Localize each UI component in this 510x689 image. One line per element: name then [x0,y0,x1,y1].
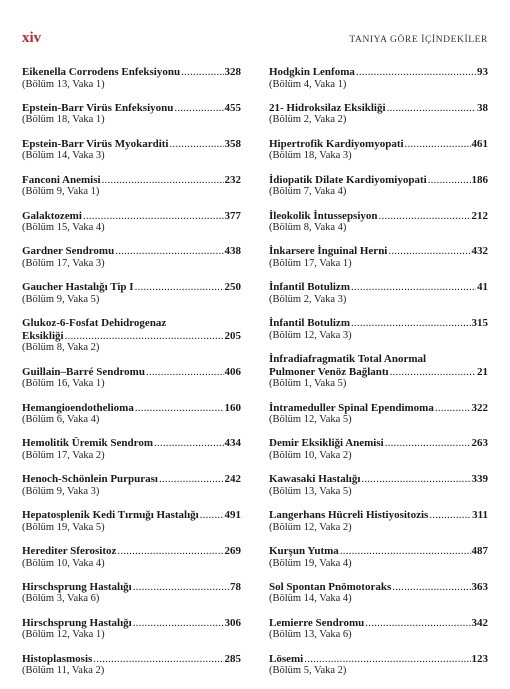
toc-entry-title: Kawasaki Hastalığı [269,473,361,486]
toc-entry-title: Hemangioendothelioma [22,401,134,414]
toc-columns [22,66,488,689]
toc-entry-title: Herediter Sferositoz [22,545,117,558]
toc-entry-reference: (Bölüm 4, Vaka 1) [269,78,347,90]
toc-entry [269,437,488,462]
dot-leader [154,437,224,450]
toc-entry-page: 269 [224,545,241,558]
toc-entry-reference: (Bölüm 1, Vaka 5) [269,378,347,390]
dot-leader [428,174,471,187]
toc-entry [22,617,241,642]
toc-entry-title: Fanconi Anemisi [22,173,101,186]
dot-leader [379,210,471,223]
toc-entry [22,281,241,306]
dot-leader [135,402,224,415]
toc-entry-title-row [22,174,241,187]
toc-entry-title: Lösemi [269,652,304,665]
toc-entry-reference: (Bölüm 17, Vaka 3) [22,257,105,269]
dot-leader [388,245,470,258]
toc-entry-title-row [22,138,241,151]
toc-entry-page: 306 [224,616,241,629]
toc-entry-page: 263 [471,437,488,450]
toc-entry-title: 21- Hidroksilaz Eksikliği [269,101,386,114]
toc-entry-title: Demir Eksikliği Anemisi [269,437,384,450]
toc-entry-title: İntrameduller Spinal Ependimoma [269,401,434,414]
toc-entry [22,138,241,163]
toc-entry-reference: (Bölüm 16, Vaka 1) [22,378,105,390]
toc-entry-title-row [269,102,488,115]
toc-entry [22,581,241,606]
toc-entry-reference: (Bölüm 17, Vaka 1) [269,257,352,269]
toc-entry-title-row [269,437,488,450]
dot-leader [133,617,224,630]
toc-entry-reference: (Bölüm 17, Vaka 2) [22,449,105,461]
toc-entry-page: 363 [471,580,488,593]
toc-entry-title-row [269,174,488,187]
toc-entry-page: 311 [472,509,488,522]
toc-entry-page: 123 [471,652,488,665]
toc-entry-title-row [22,210,241,223]
dot-leader [200,509,224,522]
dot-leader [304,653,470,666]
toc-entry-page: 250 [224,281,241,294]
dot-leader [351,281,476,294]
toc-entry-page: 377 [224,209,241,222]
toc-entry-title-row [22,545,241,558]
toc-entry-title: Gaucher Hastalığı Tip I [22,281,134,294]
toc-entry [22,174,241,199]
toc-entry-page: 339 [471,473,488,486]
toc-entry-title-row [269,317,488,330]
toc-entry-reference: (Bölüm 18, Vaka 3) [269,150,352,162]
toc-entry-page: 38 [477,101,488,114]
toc-right-column [269,66,488,689]
dot-leader [361,473,470,486]
toc-entry-page: 242 [224,473,241,486]
toc-entry-reference: (Bölüm 11, Vaka 2) [22,665,105,677]
toc-entry-page: 232 [224,173,241,186]
toc-entry-title: Henoch-Schönlein Purpurası [22,473,158,486]
toc-entry-page: 41 [477,281,488,294]
toc-entry-page: 487 [471,545,488,558]
page-number: xiv [22,30,42,46]
toc-entry-title-line1: Glukoz-6-Fosfat Dehidrogenaz [22,317,167,330]
toc-entry-page: 160 [224,401,241,414]
toc-entry-reference: (Bölüm 2, Vaka 3) [269,293,347,305]
toc-entry-title: Epstein-Barr Virüs Enfeksiyonu [22,101,174,114]
dot-leader [405,138,471,151]
toc-entry [269,509,488,534]
toc-entry [22,653,241,678]
toc-entry-title: Guillain–Barré Sendromu [22,365,145,378]
toc-entry-title-row [22,581,241,594]
dot-leader [65,330,224,343]
toc-entry [269,317,488,342]
toc-entry-page: 455 [224,101,241,114]
toc-entry-title-row [22,366,241,379]
toc-entry-title: Sol Spontan Pnömotoraks [269,580,392,593]
toc-entry [22,509,241,534]
dot-leader [435,402,471,415]
dot-leader [392,581,470,594]
toc-entry-title: İnfantil Botulizm [269,317,350,330]
dot-leader [385,437,471,450]
toc-entry-reference: (Bölüm 18, Vaka 1) [22,114,105,126]
toc-entry-reference: (Bölüm 15, Vaka 4) [22,222,105,234]
toc-entry [22,102,241,127]
toc-entry-reference: (Bölüm 9, Vaka 1) [22,186,100,198]
toc-entry-page: 285 [224,652,241,665]
dot-leader [146,366,224,379]
toc-entry-title: Epstein-Barr Virüs Myokarditi [22,137,169,150]
toc-entry-title-row [269,653,488,666]
toc-entry-page: 328 [224,66,241,78]
toc-entry-title: Hemolitik Üremik Sendrom [22,437,153,450]
toc-entry [22,545,241,570]
toc-entry [269,281,488,306]
toc-left-column [22,66,241,689]
toc-entry [22,317,241,355]
toc-entry-title-row [269,617,488,630]
toc-entry-title: Hipertrofik Kardiyomyopati [269,137,404,150]
toc-entry-reference: (Bölüm 12, Vaka 1) [22,629,105,641]
dot-leader [390,366,476,379]
toc-entry-title: Histoplasmosis [22,652,93,665]
toc-entry [269,174,488,199]
toc-entry-title-row [22,402,241,415]
toc-entry-title: Galaktozemi [22,209,82,222]
dot-leader [174,102,223,115]
dot-leader [169,138,223,151]
toc-entry-title-row [269,545,488,558]
toc-entry-title: Hepatosplenik Kedi Tırmığı Hastalığı [22,509,199,522]
page-header [22,30,488,47]
dot-leader [387,102,476,115]
toc-entry [269,245,488,270]
toc-entry-page: 342 [471,616,488,629]
toc-entry-reference: (Bölüm 6, Vaka 4) [22,414,100,426]
toc-entry-page: 432 [471,245,488,258]
toc-entry-reference: (Bölüm 19, Vaka 4) [269,557,352,569]
toc-entry-reference: (Bölüm 12, Vaka 3) [269,329,352,341]
toc-entry-title-row [269,138,488,151]
toc-entry [269,353,488,391]
dot-leader [102,174,224,187]
toc-entry-reference: (Bölüm 9, Vaka 5) [22,293,100,305]
toc-entry-title: Eikenella Corrodens Enfeksiyonu [22,66,181,78]
toc-entry-title: İnfantil Botulizm [269,281,350,294]
toc-entry-reference: (Bölüm 10, Vaka 4) [22,557,105,569]
toc-entry [269,210,488,235]
toc-entry-title: Gardner Sendromu [22,245,115,258]
toc-entry-title-row [269,281,488,294]
toc-entry-page: 358 [224,137,241,150]
toc-entry-title-row [269,210,488,223]
toc-entry-reference: (Bölüm 5, Vaka 2) [269,665,347,677]
toc-entry [22,366,241,391]
toc-entry-page: 322 [471,401,488,414]
toc-entry [269,102,488,127]
toc-entry-reference: (Bölüm 13, Vaka 6) [269,629,352,641]
toc-entry-title-row [22,437,241,450]
toc-entry [22,473,241,498]
toc-entry-page: 406 [224,365,241,378]
toc-entry-title: Hodgkin Lenfoma [269,66,355,78]
toc-entry-page: 78 [230,580,241,593]
toc-entry-page: 93 [477,66,488,78]
dot-leader [351,317,471,330]
toc-entry [269,545,488,570]
running-title: TANIYA GÖRE İÇİNDEKİLER [349,35,488,45]
dot-leader [356,66,476,79]
toc-entry-title-row [269,366,488,379]
toc-entry-reference: (Bölüm 12, Vaka 5) [269,414,352,426]
toc-entry-title: Pulmoner Venöz Bağlantı [269,365,389,378]
toc-entry-reference: (Bölüm 13, Vaka 5) [269,485,352,497]
toc-entry-title-row [22,509,241,522]
toc-entry-page: 21 [477,365,488,378]
toc-entry-page: 434 [224,437,241,450]
toc-entry [22,210,241,235]
toc-entry-page: 205 [224,329,241,342]
toc-entry [269,138,488,163]
toc-entry-page: 491 [224,509,241,522]
toc-entry [269,66,488,91]
toc-entry-title: İleokolik İntussepsiyon [269,209,378,222]
toc-entry-reference: (Bölüm 8, Vaka 4) [269,222,347,234]
toc-entry-page: 315 [471,317,488,330]
toc-entry-title-row [269,509,488,522]
toc-entry-reference: (Bölüm 8, Vaka 2) [22,342,100,354]
toc-entry-page: 438 [224,245,241,258]
toc-entry-title-line1: İnfradiafragmatik Total Anormal [269,353,427,366]
toc-entry-reference: (Bölüm 7, Vaka 4) [269,186,347,198]
toc-entry [269,473,488,498]
toc-entry-title-row [269,581,488,594]
toc-entry-reference: (Bölüm 14, Vaka 3) [22,150,105,162]
toc-entry-title-row [22,473,241,486]
toc-entry-reference: (Bölüm 12, Vaka 2) [269,521,352,533]
dot-leader [93,653,223,666]
toc-entry-page: 461 [471,137,488,150]
toc-entry-title: Hirschsprung Hastalığı [22,580,132,593]
toc-entry [22,66,241,91]
toc-entry-page: 212 [471,209,488,222]
toc-entry-title-row [269,245,488,258]
toc-entry-title-row [269,473,488,486]
toc-entry-reference: (Bölüm 13, Vaka 1) [22,78,105,90]
dot-leader [135,281,224,294]
dot-leader [133,581,229,594]
dot-leader [340,545,471,558]
dot-leader [159,473,224,486]
toc-entry-title: İdiopatik Dilate Kardiyomiyopati [269,173,427,186]
toc-entry-title: Lemierre Sendromu [269,616,365,629]
toc-entry [269,402,488,427]
toc-entry [22,402,241,427]
toc-entry-title-row [269,66,488,79]
toc-entry-reference: (Bölüm 14, Vaka 4) [269,593,352,605]
dot-leader [83,210,224,223]
dot-leader [117,545,223,558]
toc-entry-title-row [269,402,488,415]
toc-entry-title: Kurşun Yutma [269,545,339,558]
toc-entry [22,437,241,462]
toc-entry [269,653,488,678]
toc-entry-title: Hirschsprung Hastalığı [22,616,132,629]
dot-leader [429,509,471,522]
toc-entry-title: İnkarsere İnguinal Herni [269,245,388,258]
toc-entry-title: Eksikliği [22,329,64,342]
toc-entry-title-row [22,330,241,343]
toc-entry-title: Langerhans Hücreli Histiyositozis [269,509,429,522]
toc-entry-reference: (Bölüm 9, Vaka 3) [22,485,100,497]
toc-entry-reference: (Bölüm 3, Vaka 6) [22,593,100,605]
toc-entry-title-row [22,281,241,294]
toc-entry-page: 186 [471,173,488,186]
toc-entry-title-row [22,102,241,115]
dot-leader [181,66,223,79]
toc-entry-title-row [22,66,241,79]
dot-leader [365,617,470,630]
toc-entry [269,581,488,606]
toc-entry [22,245,241,270]
dot-leader [115,245,223,258]
toc-entry-title-row [22,653,241,666]
toc-entry [269,617,488,642]
toc-entry-title-row [22,245,241,258]
toc-entry-reference: (Bölüm 19, Vaka 5) [22,521,105,533]
toc-entry-title-row [22,617,241,630]
toc-entry-reference: (Bölüm 10, Vaka 2) [269,449,352,461]
toc-entry-reference: (Bölüm 2, Vaka 2) [269,114,347,126]
